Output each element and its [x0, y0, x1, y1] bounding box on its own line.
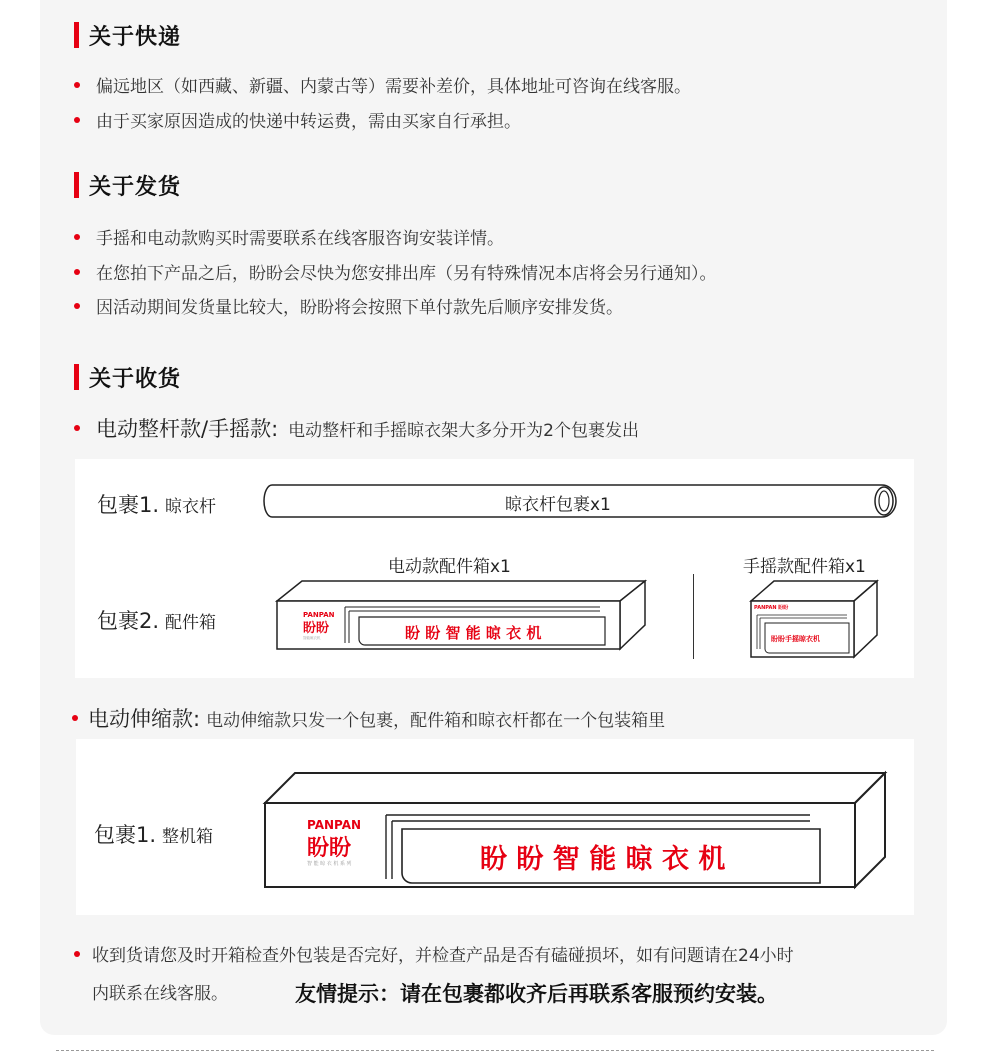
- list-item-text: 电动整杆和手摇晾衣架大多分开为2个包裹发出: [288, 420, 639, 441]
- box-divider: [693, 574, 694, 659]
- list-item: [74, 293, 623, 318]
- list-item-text: 收到货请您及时开箱检查外包装是否完好，并检查产品是否有磕碰损坏，如有问题请在24小时: [92, 946, 794, 966]
- dashed-divider: [56, 1050, 934, 1051]
- list-item: [74, 72, 691, 97]
- list-item-text-continued: 内联系在线客服。: [92, 984, 228, 1004]
- bullet-dot: [74, 951, 80, 957]
- list-item: [72, 703, 665, 733]
- bullet-dot: [74, 303, 80, 309]
- bullet-dot: [72, 715, 78, 721]
- list-item: [74, 224, 504, 249]
- list-item-text: 电动伸缩款只发一个包裹，配件箱和晾衣杆都在一个包装箱里: [206, 710, 666, 731]
- package-content: 晾衣杆: [165, 497, 217, 517]
- list-item-text: 由于买家原因造成的快递中转运费，需由买家自行承担。: [96, 112, 521, 132]
- section-title-receiving: [74, 364, 181, 390]
- list-item-text: 因活动期间发货量比较大，盼盼将会按照下单付款先后顺序安排发货。: [96, 298, 623, 318]
- section-title-text: 关于收货: [89, 366, 182, 392]
- bullet-dot: [74, 117, 80, 123]
- brand-logo: PANPAN 盼盼: [754, 605, 789, 611]
- bullet-dot: [74, 234, 80, 240]
- package-number: 包裹2.: [97, 609, 160, 633]
- brand-slogan: 智能晾衣机: [303, 636, 321, 640]
- list-item-text: 在您拍下产品之后，盼盼会尽快为您安排出库（另有特殊情况本店将会另行通知）。: [96, 264, 717, 284]
- bullet-dot: [74, 425, 80, 431]
- section-title-shipping: [74, 172, 181, 198]
- bullet-dot: [74, 269, 80, 275]
- brand-logo-en: PANPAN: [303, 611, 335, 619]
- brand-slogan: 智 能 晾 衣 机 系 列: [307, 861, 352, 867]
- list-item: [74, 259, 717, 284]
- package2-label: [97, 605, 216, 635]
- box-product-name: 盼 盼 智 能 晾 衣 机: [405, 624, 542, 642]
- pole-package-label: 晾衣杆包裹x1: [505, 495, 611, 515]
- brand-logo-cn: 盼盼: [307, 836, 352, 861]
- package-content: 整机箱: [162, 827, 214, 847]
- box-product-name: 盼盼手摇晾衣机: [771, 635, 820, 643]
- product-type-label: 电动伸缩款:: [88, 707, 201, 731]
- package-number: 包裹1.: [94, 823, 157, 847]
- bullet-dot: [74, 82, 80, 88]
- title-accent-bar: [74, 172, 79, 198]
- section-title-text: 关于快递: [89, 24, 182, 50]
- list-item-text: 偏远地区（如西藏、新疆、内蒙古等）需要补差价，具体地址可咨询在线客服。: [96, 77, 691, 97]
- list-item: [74, 413, 639, 443]
- box-product-name: 盼 盼 智 能 晾 衣 机: [480, 844, 726, 875]
- package1-label: [97, 489, 216, 519]
- package1-label: [94, 819, 213, 849]
- manual-accessory-box-illustration: [749, 579, 879, 661]
- package-panel-split: [75, 459, 914, 678]
- section-title-text: 关于发货: [89, 174, 182, 200]
- friendly-tip: 友情提示：请在包裹都收齐后再联系客服预约安装。: [295, 982, 778, 1006]
- full-machine-box-illustration: [262, 769, 892, 891]
- electric-accessory-box-illustration: [275, 577, 650, 653]
- package-content: 配件箱: [165, 613, 217, 633]
- title-accent-bar: [74, 22, 79, 48]
- list-item-text: 手摇和电动款购买时需要联系在线客服咨询安装详情。: [96, 229, 504, 249]
- electric-box-caption: 电动款配件箱x1: [388, 557, 511, 577]
- brand-logo-cn: 盼盼: [303, 621, 330, 636]
- list-item: [74, 941, 794, 966]
- package-number: 包裹1.: [97, 493, 160, 517]
- section-title-express: [74, 22, 181, 48]
- package-panel-single: [76, 739, 914, 915]
- title-accent-bar: [74, 364, 79, 390]
- product-type-label: 电动整杆款/手摇款:: [96, 417, 279, 441]
- brand-logo-en: PANPAN: [307, 818, 362, 832]
- list-item: [74, 107, 521, 132]
- manual-box-caption: 手摇款配件箱x1: [743, 557, 866, 577]
